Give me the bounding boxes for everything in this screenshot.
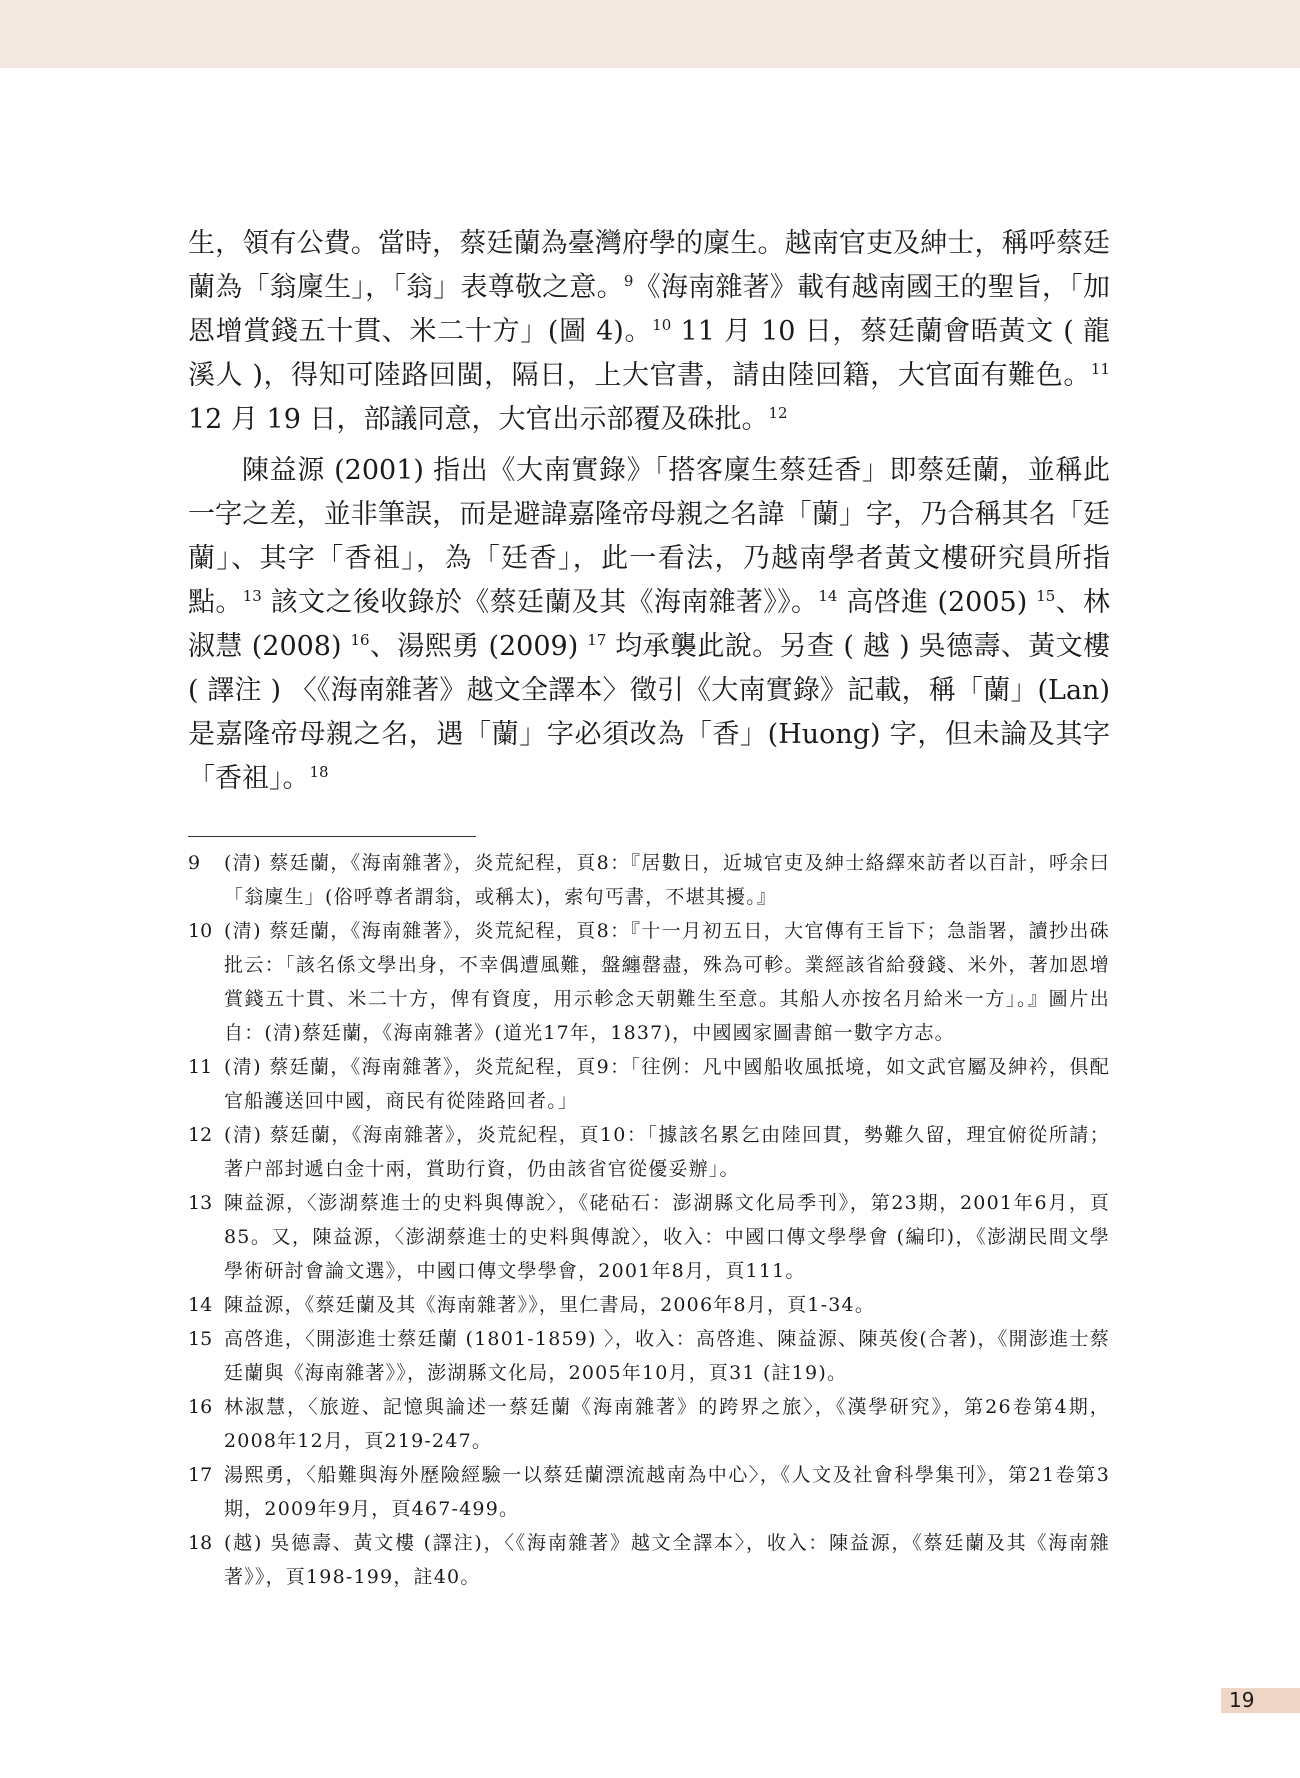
- footnote-number: 16: [188, 1396, 213, 1418]
- footnote-ref[interactable]: 15: [1036, 587, 1056, 605]
- footnote-9: [188, 846, 1110, 914]
- footnote-divider: [188, 836, 476, 837]
- text-run: 11 月 10 日，蔡廷蘭會晤黃文 ( 龍溪人 )，得知可陸路回閩，隔日，上大官書，請由陸回籍，大官面有難色。: [188, 316, 1111, 391]
- footnote-number: 13: [188, 1192, 213, 1214]
- footnote-10: [188, 914, 1110, 1050]
- footnote-number: 12: [188, 1124, 213, 1146]
- footnote-text: (清) 蔡廷蘭，《海南雜著》，炎荒紀程，頁8：『居數日，近城官吏及紳士絡繹來訪者以百計，呼余曰「翁廩生」(俗呼尊者謂翁，或稱太)，索句丐書，不堪其擾。』: [224, 852, 1110, 908]
- footnote-text: 高啓進，〈開澎進士蔡廷蘭 (1801-1859) 〉，收入：高啓進、陳益源、陳英俊(合著)，《開澎進士蔡廷蘭與《海南雜著》》，澎湖縣文化局，2005年10月，頁31 (註19)。: [224, 1328, 1110, 1384]
- footnote-text: (清) 蔡廷蘭，《海南雜著》，炎荒紀程，頁8：『十一月初五日，大官傳有王旨下；急詣署，讀抄出硃批云：「該名係文學出身，不幸偶遭風難，盤纏罄盡，殊為可軫。業經該省給發錢、米外，著加恩增賞錢五十貫、米二十方，俾有資度，用示軫念天朝難生至意。其船人亦按名月給米一方」。』圖片出自：(清)蔡廷蘭，《海南雜著》(道光17年，1837)，中國國家圖書館一數字方志。: [224, 920, 1110, 1044]
- footnote-number: 9: [188, 852, 201, 874]
- text-run: 該文之後收錄於《蔡廷蘭及其《海南雜著》》。: [261, 587, 819, 618]
- footnote-12: [188, 1118, 1110, 1186]
- footnote-text: (清) 蔡廷蘭，《海南雜著》，炎荒紀程，頁10：「據該名累乞由陸回貫，勢難久留，理宜俯從所請；著户部封遞白金十兩，賞助行資，仍由該省官從優妥辦」。: [224, 1124, 1110, 1180]
- footnote-16: [188, 1390, 1110, 1458]
- text-run: 生，領有公費。當時，蔡廷蘭為臺灣府學的廩生。越南官吏及紳士，稱呼蔡廷蘭為「翁廩生」，「翁」表尊敬之意。: [188, 228, 1110, 303]
- footnote-number: 15: [188, 1328, 213, 1350]
- footnote-text: 陳益源，〈澎湖蔡進士的史料與傳說〉，《硓𥑮石：澎湖縣文化局季刊》，第23期，2001年6月，頁85。又，陳益源，〈澎湖蔡進士的史料與傳說〉，收入：中國口傳文學學會 (編印)，《澎湖民間文學學術研討會論文選》，中國口傳文學學會，2001年8月，頁111。: [224, 1192, 1110, 1282]
- footnote-text: 林淑慧，〈旅遊、記憶與論述一蔡廷蘭《海南雜著》的跨界之旅〉，《漢學研究》，第26卷第4期，2008年12月，頁219-247。: [224, 1396, 1110, 1452]
- footnote-ref[interactable]: 16: [350, 631, 370, 649]
- text-run: 陳益源 (2001) 指出《大南實錄》「搭客廩生蔡廷香」即蔡廷蘭，並稱此一字之差，並非筆誤，而是避諱嘉隆帝母親之名諱「蘭」字，乃合稱其名「廷蘭」、其字「香祖」，為「廷香」，此一看法，乃越南學者黃文樓研究員所指點。: [188, 455, 1110, 618]
- main-text: [188, 222, 1110, 801]
- footnote-ref[interactable]: 10: [652, 316, 672, 334]
- footnote-number: 17: [188, 1464, 213, 1486]
- footnote-13: [188, 1186, 1110, 1288]
- footnotes: [188, 846, 1110, 1594]
- footnote-number: 11: [188, 1056, 213, 1078]
- footnote-15: [188, 1322, 1110, 1390]
- footnote-text: 湯熙勇，〈船難與海外歷險經驗一以蔡廷蘭漂流越南為中心〉，《人文及社會科學集刊》，第21卷第3期，2009年9月，頁467-499。: [224, 1464, 1110, 1520]
- footnote-text: (清) 蔡廷蘭，《海南雜著》，炎荒紀程，頁9：「往例：凡中國船收風抵境，如文武官屬及紳衿，俱配官船護送回中國，商民有從陸路回者。」: [224, 1056, 1110, 1112]
- text-run: 、林淑慧 (2008): [188, 587, 1111, 662]
- paragraph-2: [188, 449, 1110, 801]
- footnote-11: [188, 1050, 1110, 1118]
- footnote-ref[interactable]: 13: [242, 587, 262, 605]
- text-run: 《海南雜著》載有越南國王的聖旨，「加恩增賞錢五十貫、米二十方」(圖 4)。: [188, 272, 1111, 347]
- text-run: 、湯熙勇 (2009): [369, 631, 588, 662]
- text-run: 12 月 19 日，部議同意，大官出示部覆及硃批。: [188, 404, 769, 435]
- footnote-number: 18: [188, 1532, 213, 1554]
- footnote-text: (越) 吳德壽、黃文樓 (譯注)，〈《海南雜著》越文全譯本〉，收入：陳益源，《蔡廷蘭及其《海南雜著》》，頁198-199，註40。: [224, 1532, 1110, 1588]
- footnote-ref[interactable]: 12: [768, 404, 788, 422]
- footnote-number: 14: [188, 1294, 213, 1316]
- text-run: 高啓進 (2005): [837, 587, 1037, 618]
- footnote-ref[interactable]: 14: [818, 587, 838, 605]
- footnote-14: [188, 1288, 1110, 1322]
- page-number: 19: [1229, 1688, 1255, 1712]
- header-band: [0, 0, 1300, 68]
- footnote-ref[interactable]: 17: [587, 631, 607, 649]
- text-run: 均承襲此說。另查 ( 越 ) 吳德壽、黃文樓 ( 譯注 ) 〈《海南雜著》越文全譯本〉徵引《大南實錄》記載，稱「蘭」(Lan) 是嘉隆帝母親之名，遇「蘭」字必須改為「香」(Huong) 字，但未論及其字「香祖」。: [188, 631, 1110, 794]
- footnote-ref[interactable]: 9: [623, 272, 634, 290]
- footnote-ref[interactable]: 11: [1090, 360, 1110, 378]
- footnote-18: [188, 1526, 1110, 1594]
- footnote-number: 10: [188, 920, 213, 942]
- paragraph-1: [188, 222, 1110, 442]
- footnote-17: [188, 1458, 1110, 1526]
- footnote-ref[interactable]: 18: [309, 763, 329, 781]
- footnote-text: 陳益源，《蔡廷蘭及其《海南雜著》》，里仁書局，2006年8月，頁1-34。: [224, 1294, 876, 1316]
